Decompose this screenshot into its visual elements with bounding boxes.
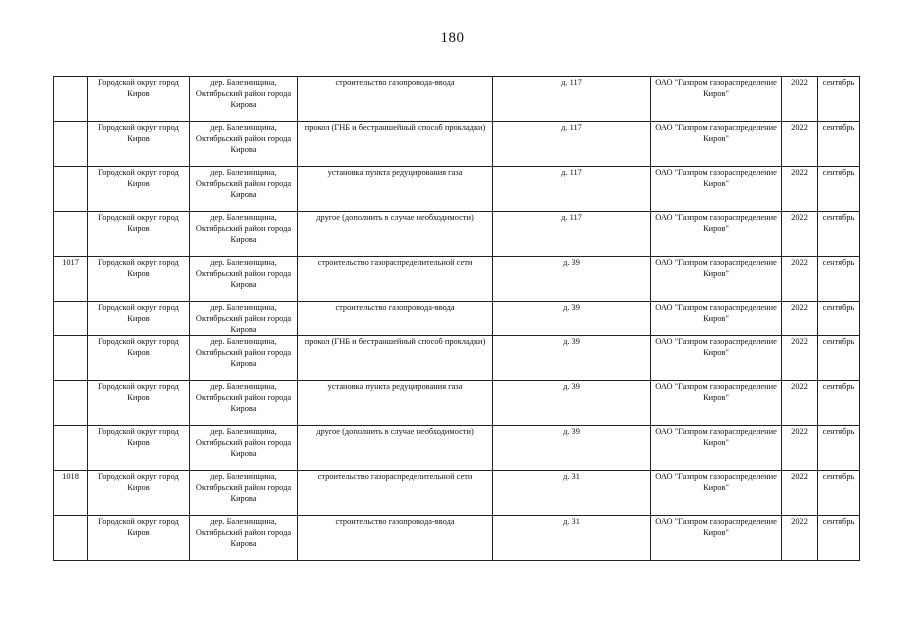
organization-cell xyxy=(651,77,782,122)
year-cell xyxy=(782,167,818,212)
work-type-cell xyxy=(298,212,493,257)
locality-cell xyxy=(190,336,298,381)
month-cell xyxy=(818,516,860,561)
organization-cell-line: Киров" xyxy=(703,528,729,537)
organization-cell-line: ОАО "Газпром газораспределение xyxy=(655,78,777,87)
locality-cell-line: Октябрьский район города xyxy=(195,393,292,402)
municipality-cell-line: Городской округ город xyxy=(98,427,179,436)
organization-cell xyxy=(651,212,782,257)
locality-cell-line: Кирова xyxy=(230,325,257,334)
month-cell xyxy=(818,257,860,302)
work-type-cell xyxy=(298,426,493,471)
row-number-cell xyxy=(54,257,88,302)
municipality-cell-line: Киров xyxy=(127,269,150,278)
municipality-cell-line: Городской округ город xyxy=(98,168,179,177)
month-cell xyxy=(818,336,860,381)
year-cell xyxy=(782,77,818,122)
locality-cell-line: Октябрьский район города xyxy=(195,528,292,537)
address-cell-text: д. 39 xyxy=(563,303,580,312)
year-cell-text: 2022 xyxy=(791,213,808,222)
work-type-cell xyxy=(298,302,493,336)
locality-cell-line: дер. Балезинщина, xyxy=(210,517,277,526)
locality-cell-line: Октябрьский район города xyxy=(195,438,292,447)
row-number-cell xyxy=(54,212,88,257)
address-cell-text: д. 117 xyxy=(561,213,582,222)
year-cell-text: 2022 xyxy=(791,382,808,391)
month-cell xyxy=(818,77,860,122)
municipality-cell xyxy=(88,381,190,426)
month-cell xyxy=(818,302,860,336)
row-number-cell xyxy=(54,167,88,212)
year-cell-text: 2022 xyxy=(791,78,808,87)
year-cell-text: 2022 xyxy=(791,123,808,132)
municipality-cell-line: Городской округ город xyxy=(98,382,179,391)
work-type-cell-text: другое (дополнить в случае необходимости) xyxy=(316,213,474,222)
address-cell-text: д. 117 xyxy=(561,123,582,132)
work-type-cell xyxy=(298,257,493,302)
locality-cell xyxy=(190,471,298,516)
month-cell-text: сентябрь xyxy=(822,123,855,132)
address-cell xyxy=(493,302,651,336)
month-cell-text: сентябрь xyxy=(822,213,855,222)
locality-cell-line: Кирова xyxy=(230,280,257,289)
locality-cell-line: дер. Балезинщина, xyxy=(210,427,277,436)
year-cell xyxy=(782,471,818,516)
locality-cell-line: дер. Балезинщина, xyxy=(210,213,277,222)
locality-cell xyxy=(190,426,298,471)
row-number-cell xyxy=(54,336,88,381)
month-cell-text: сентябрь xyxy=(822,382,855,391)
organization-cell xyxy=(651,167,782,212)
municipality-cell xyxy=(88,426,190,471)
municipality-cell-line: Киров xyxy=(127,483,150,492)
address-cell-text: д. 39 xyxy=(563,382,580,391)
work-type-cell xyxy=(298,167,493,212)
row-number-cell xyxy=(54,471,88,516)
table-row xyxy=(54,257,860,302)
locality-cell-line: Октябрьский район города xyxy=(195,348,292,357)
year-cell xyxy=(782,516,818,561)
locality-cell-line: Кирова xyxy=(230,100,257,109)
address-cell-text: д. 31 xyxy=(563,472,580,481)
locality-cell-line: дер. Балезинщина, xyxy=(210,123,277,132)
page-number: 180 xyxy=(440,30,465,46)
municipality-cell xyxy=(88,257,190,302)
municipality-cell xyxy=(88,302,190,336)
organization-cell-line: ОАО "Газпром газораспределение xyxy=(655,123,777,132)
address-cell xyxy=(493,77,651,122)
month-cell xyxy=(818,212,860,257)
organization-cell-line: Киров" xyxy=(703,269,729,278)
organization-cell xyxy=(651,302,782,336)
municipality-cell-line: Городской округ город xyxy=(98,337,179,346)
locality-cell xyxy=(190,77,298,122)
municipality-cell xyxy=(88,122,190,167)
work-type-cell-text: строительство газопровода-ввода xyxy=(335,78,455,87)
locality-cell-line: дер. Балезинщина, xyxy=(210,382,277,391)
month-cell xyxy=(818,381,860,426)
organization-cell-line: Киров" xyxy=(703,179,729,188)
year-cell xyxy=(782,426,818,471)
municipality-cell-line: Городской округ город xyxy=(98,78,179,87)
organization-cell-line: Киров" xyxy=(703,224,729,233)
table-row xyxy=(54,471,860,516)
month-cell-text: сентябрь xyxy=(822,168,855,177)
locality-cell-line: Октябрьский район города xyxy=(195,314,292,323)
work-type-cell xyxy=(298,471,493,516)
organization-cell-line: Киров" xyxy=(703,134,729,143)
table-row xyxy=(54,302,860,336)
address-cell-text: д. 117 xyxy=(561,78,582,87)
municipality-cell-line: Городской округ город xyxy=(98,258,179,267)
work-type-cell xyxy=(298,122,493,167)
municipality-cell-line: Городской округ город xyxy=(98,303,179,312)
organization-cell-line: Киров" xyxy=(703,89,729,98)
municipality-cell-line: Городской округ город xyxy=(98,213,179,222)
organization-cell-line: ОАО "Газпром газораспределение xyxy=(655,337,777,346)
year-cell-text: 2022 xyxy=(791,337,808,346)
municipality-cell-line: Киров xyxy=(127,89,150,98)
table-row xyxy=(54,516,860,561)
address-cell-text: д. 117 xyxy=(561,168,582,177)
locality-cell-line: дер. Балезинщина, xyxy=(210,168,277,177)
table-row xyxy=(54,381,860,426)
locality-cell-line: дер. Балезинщина, xyxy=(210,303,277,312)
address-cell-text: д. 39 xyxy=(563,337,580,346)
table-row xyxy=(54,77,860,122)
year-cell xyxy=(782,302,818,336)
municipality-cell xyxy=(88,471,190,516)
locality-cell-line: Кирова xyxy=(230,404,257,413)
work-type-cell-text: строительство газопровода-ввода xyxy=(335,517,455,526)
locality-cell-line: дер. Балезинщина, xyxy=(210,472,277,481)
municipality-cell xyxy=(88,336,190,381)
municipality-cell-line: Киров xyxy=(127,179,150,188)
organization-cell-line: ОАО "Газпром газораспределение xyxy=(655,382,777,391)
organization-cell xyxy=(651,426,782,471)
organization-cell xyxy=(651,381,782,426)
year-cell-text: 2022 xyxy=(791,303,808,312)
organization-cell-line: ОАО "Газпром газораспределение xyxy=(655,303,777,312)
table-body xyxy=(54,77,860,561)
year-cell xyxy=(782,381,818,426)
month-cell-text: сентябрь xyxy=(822,427,855,436)
work-type-cell xyxy=(298,336,493,381)
month-cell xyxy=(818,167,860,212)
month-cell xyxy=(818,426,860,471)
municipality-cell xyxy=(88,167,190,212)
organization-cell-line: ОАО "Газпром газораспределение xyxy=(655,427,777,436)
locality-cell-line: Октябрьский район города xyxy=(195,134,292,143)
year-cell xyxy=(782,212,818,257)
address-cell xyxy=(493,336,651,381)
municipality-cell-line: Киров xyxy=(127,134,150,143)
municipality-cell-line: Городской округ город xyxy=(98,517,179,526)
work-type-cell-text: строительство газопровода-ввода xyxy=(335,303,455,312)
organization-cell xyxy=(651,516,782,561)
locality-cell-line: Кирова xyxy=(230,449,257,458)
municipality-cell-line: Городской округ город xyxy=(98,472,179,481)
locality-cell xyxy=(190,302,298,336)
municipality-cell xyxy=(88,212,190,257)
table-row xyxy=(54,167,860,212)
address-cell-text: д. 31 xyxy=(563,517,580,526)
locality-cell-line: Октябрьский район города xyxy=(195,224,292,233)
locality-cell-line: Кирова xyxy=(230,145,257,154)
year-cell-text: 2022 xyxy=(791,517,808,526)
locality-cell-line: дер. Балезинщина, xyxy=(210,337,277,346)
locality-cell xyxy=(190,122,298,167)
locality-cell-line: Октябрьский район города xyxy=(195,269,292,278)
municipality-cell-line: Киров xyxy=(127,314,150,323)
organization-cell xyxy=(651,122,782,167)
municipality-cell xyxy=(88,77,190,122)
work-type-cell-text: установка пункта редуцирования газа xyxy=(327,382,463,391)
address-cell xyxy=(493,122,651,167)
month-cell-text: сентябрь xyxy=(822,337,855,346)
row-number-cell xyxy=(54,122,88,167)
work-type-cell-text: установка пункта редуцирования газа xyxy=(327,168,463,177)
address-cell xyxy=(493,167,651,212)
table-row xyxy=(54,212,860,257)
month-cell-text: сентябрь xyxy=(822,303,855,312)
locality-cell xyxy=(190,212,298,257)
month-cell-text: сентябрь xyxy=(822,472,855,481)
table-row xyxy=(54,336,860,381)
organization-cell-line: ОАО "Газпром газораспределение xyxy=(655,472,777,481)
year-cell-text: 2022 xyxy=(791,427,808,436)
locality-cell-line: Кирова xyxy=(230,359,257,368)
year-cell-text: 2022 xyxy=(791,472,808,481)
municipality-cell-line: Киров xyxy=(127,393,150,402)
locality-cell xyxy=(190,516,298,561)
locality-cell xyxy=(190,167,298,212)
gas-works-table xyxy=(53,76,860,561)
municipality-cell-line: Киров xyxy=(127,528,150,537)
organization-cell xyxy=(651,471,782,516)
locality-cell-line: Кирова xyxy=(230,190,257,199)
table-row xyxy=(54,122,860,167)
address-cell xyxy=(493,426,651,471)
organization-cell xyxy=(651,257,782,302)
organization-cell-line: ОАО "Газпром газораспределение xyxy=(655,517,777,526)
municipality-cell-line: Киров xyxy=(127,438,150,447)
locality-cell xyxy=(190,381,298,426)
locality-cell-line: дер. Балезинщина, xyxy=(210,258,277,267)
address-cell xyxy=(493,212,651,257)
table-row xyxy=(54,426,860,471)
year-cell xyxy=(782,257,818,302)
locality-cell xyxy=(190,257,298,302)
work-type-cell-text: строительство газораспределительной сети xyxy=(317,258,473,267)
row-number-cell xyxy=(54,516,88,561)
address-cell-text: д. 39 xyxy=(563,258,580,267)
month-cell xyxy=(818,122,860,167)
locality-cell-line: Кирова xyxy=(230,494,257,503)
month-cell-text: сентябрь xyxy=(822,78,855,87)
locality-cell-line: Кирова xyxy=(230,235,257,244)
organization-cell-line: ОАО "Газпром газораспределение xyxy=(655,168,777,177)
work-type-cell-text: прокол (ГНБ и бестраншейный способ прокладки) xyxy=(304,123,486,132)
locality-cell-line: Октябрьский район города xyxy=(195,179,292,188)
municipality-cell-line: Городской округ город xyxy=(98,123,179,132)
address-cell xyxy=(493,257,651,302)
month-cell-text: сентябрь xyxy=(822,258,855,267)
address-cell xyxy=(493,381,651,426)
organization-cell-line: Киров" xyxy=(703,314,729,323)
locality-cell-line: Кирова xyxy=(230,539,257,548)
work-type-cell-text: другое (дополнить в случае необходимости) xyxy=(316,427,474,436)
address-cell xyxy=(493,516,651,561)
locality-cell-line: дер. Балезинщина, xyxy=(210,78,277,87)
organization-cell-line: ОАО "Газпром газораспределение xyxy=(655,213,777,222)
year-cell-text: 2022 xyxy=(791,258,808,267)
row-number-cell xyxy=(54,302,88,336)
address-cell-text: д. 39 xyxy=(563,427,580,436)
month-cell xyxy=(818,471,860,516)
address-cell xyxy=(493,471,651,516)
work-type-cell-text: строительство газораспределительной сети xyxy=(317,472,473,481)
year-cell xyxy=(782,336,818,381)
row-number-cell-text: 1017 xyxy=(62,258,79,267)
municipality-cell-line: Киров xyxy=(127,348,150,357)
work-type-cell xyxy=(298,516,493,561)
organization-cell-line: ОАО "Газпром газораспределение xyxy=(655,258,777,267)
locality-cell-line: Октябрьский район города xyxy=(195,89,292,98)
year-cell xyxy=(782,122,818,167)
municipality-cell xyxy=(88,516,190,561)
municipality-cell-line: Киров xyxy=(127,224,150,233)
work-type-cell-text: прокол (ГНБ и бестраншейный способ прокладки) xyxy=(304,337,486,346)
row-number-cell xyxy=(54,381,88,426)
row-number-cell xyxy=(54,426,88,471)
organization-cell-line: Киров" xyxy=(703,483,729,492)
row-number-cell xyxy=(54,77,88,122)
organization-cell-line: Киров" xyxy=(703,348,729,357)
row-number-cell-text: 1018 xyxy=(62,472,79,481)
organization-cell-line: Киров" xyxy=(703,393,729,402)
work-type-cell xyxy=(298,77,493,122)
work-type-cell xyxy=(298,381,493,426)
month-cell-text: сентябрь xyxy=(822,517,855,526)
organization-cell xyxy=(651,336,782,381)
year-cell-text: 2022 xyxy=(791,168,808,177)
organization-cell-line: Киров" xyxy=(703,438,729,447)
locality-cell-line: Октябрьский район города xyxy=(195,483,292,492)
